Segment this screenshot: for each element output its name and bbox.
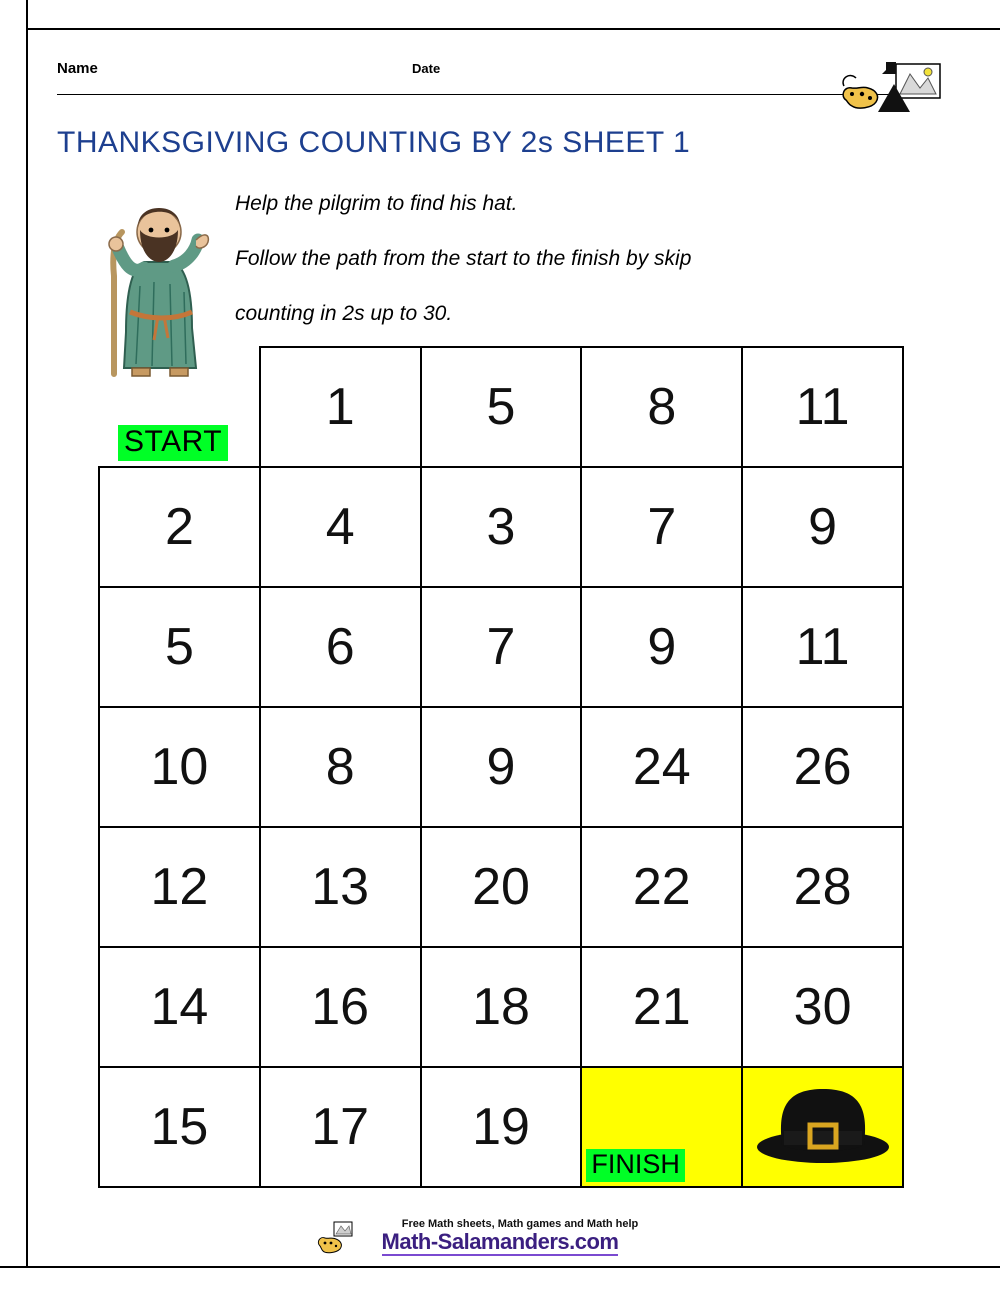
footer-tagline: Free Math sheets, Math games and Math help	[401, 1218, 639, 1230]
grid-cell[interactable]: 12	[99, 827, 260, 947]
grid-cell[interactable]: 21	[581, 947, 742, 1067]
date-label: Date	[412, 61, 441, 76]
grid-cell[interactable]: 5	[99, 587, 260, 707]
grid-cell[interactable]: 17	[260, 1067, 421, 1187]
grid-cell[interactable]: 7	[421, 587, 582, 707]
grid-cell[interactable]: 10	[99, 707, 260, 827]
footer	[0, 1218, 1000, 1256]
grid-cell[interactable]: 6	[260, 587, 421, 707]
grid-cell[interactable]: 15	[99, 1067, 260, 1187]
number-maze-grid	[98, 346, 904, 1188]
grid-cell[interactable]: 22	[581, 827, 742, 947]
header-divider	[57, 94, 937, 95]
grid-cell[interactable]: 4	[260, 467, 421, 587]
instruction-line-2: Follow the path from the start to the finish by skip	[235, 247, 692, 270]
page-title: THANKSGIVING COUNTING BY 2s SHEET 1	[57, 126, 691, 159]
pilgrim-hat-icon	[748, 1071, 898, 1171]
table-row	[99, 347, 903, 467]
table-row	[99, 467, 903, 587]
grid-cell[interactable]: 30	[742, 947, 903, 1067]
grid-cell[interactable]: 11	[742, 347, 903, 467]
name-label: Name	[57, 60, 98, 77]
table-row	[99, 1067, 903, 1187]
grid-cell[interactable]: 19	[421, 1067, 582, 1187]
table-row	[99, 587, 903, 707]
grid-cell[interactable]: 5	[421, 347, 582, 467]
page-border-left	[0, 0, 28, 1294]
finish-cell[interactable]	[581, 1067, 742, 1187]
grid-cell[interactable]: 7	[581, 467, 742, 587]
grid-cell[interactable]: 3	[421, 467, 582, 587]
instruction-line-1: Help the pilgrim to find his hat.	[235, 192, 518, 215]
grid-cell[interactable]: 9	[581, 587, 742, 707]
instructions	[235, 176, 875, 341]
table-row	[99, 707, 903, 827]
page-border-bottom	[0, 1266, 1000, 1294]
grid-cell[interactable]: 1	[260, 347, 421, 467]
page-border-top	[0, 0, 1000, 30]
grid-cell[interactable]: 28	[742, 827, 903, 947]
math-salamanders-logo-icon	[838, 56, 948, 131]
grid-cell[interactable]: 20	[421, 827, 582, 947]
footer-brand[interactable]: Math-Salamanders.com	[382, 1230, 619, 1256]
finish-badge: FINISH	[586, 1149, 685, 1182]
pilgrim-hat-cell[interactable]	[742, 1067, 903, 1187]
grid-cell[interactable]: 2	[99, 467, 260, 587]
start-badge: START	[118, 425, 228, 461]
grid-cell[interactable]: 9	[742, 467, 903, 587]
grid-cell[interactable]: 8	[581, 347, 742, 467]
footer-brand-group[interactable]	[362, 1218, 639, 1256]
table-row	[99, 827, 903, 947]
table-row	[99, 947, 903, 1067]
grid-cell-blank	[99, 347, 260, 467]
grid-cell[interactable]: 11	[742, 587, 903, 707]
grid-cell[interactable]: 26	[742, 707, 903, 827]
grid-cell[interactable]: 9	[421, 707, 582, 827]
grid-cell[interactable]: 18	[421, 947, 582, 1067]
grid-cell[interactable]: 24	[581, 707, 742, 827]
grid-cell[interactable]: 13	[260, 827, 421, 947]
instruction-line-3: counting in 2s up to 30.	[235, 302, 453, 325]
grid-cell[interactable]: 8	[260, 707, 421, 827]
grid-cell[interactable]: 14	[99, 947, 260, 1067]
salamander-mascot-icon	[316, 1220, 360, 1261]
grid-cell[interactable]: 16	[260, 947, 421, 1067]
